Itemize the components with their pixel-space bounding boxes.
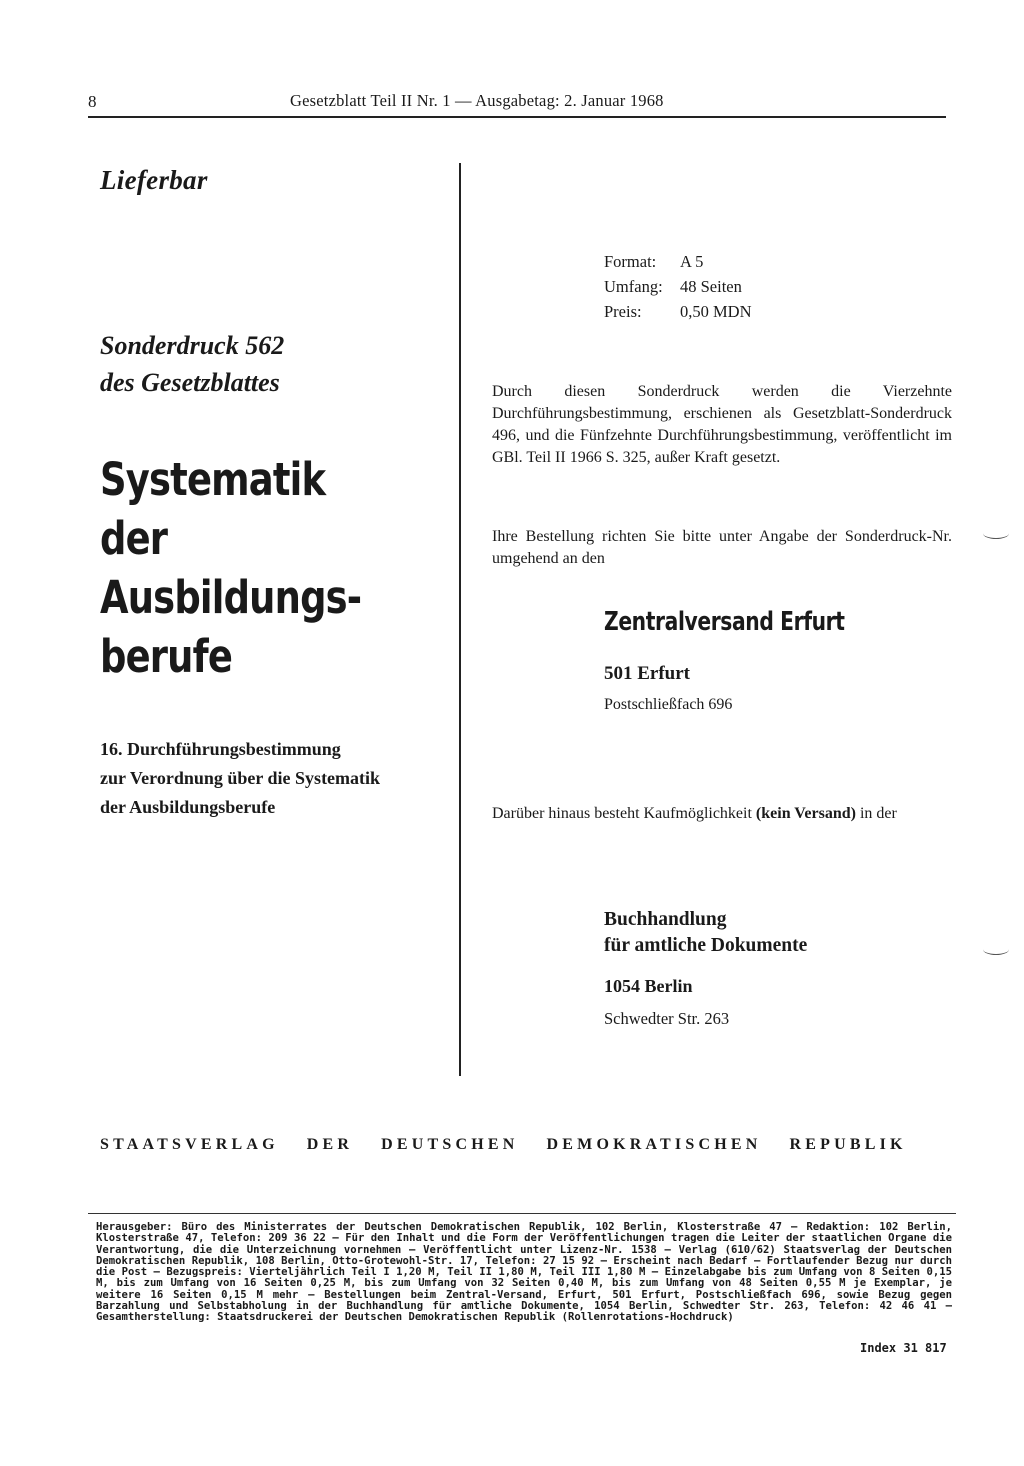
running-head: Gesetzblatt Teil II Nr. 1 — Ausgabetag: 2. Januar 1968 [290,91,664,110]
order-paragraph: Ihre Bestellung richten Sie bitte unter Angabe der Sonderdruck-Nr. umgehend an den [492,528,952,567]
spec-row [604,249,752,274]
special-print-heading [100,327,284,401]
title-line: der [100,512,168,565]
address1-box: Postschließfach 696 [604,696,733,713]
subtitle-line: 16. Durchführungsbestimmung [100,739,341,759]
subtitle-line: der Ausbildungsberufe [100,797,276,817]
page-number: 8 [88,92,97,111]
purchase-note: (kein Versand) [755,805,856,822]
publisher-word: STAATSVERLAG [100,1136,279,1153]
available-heading: Lieferbar [100,165,208,195]
spec-label: Format: [604,252,657,271]
spec-table [604,249,752,324]
spec-value: 0,50 MDN [680,302,752,321]
title-line: Ausbildungs- [100,571,362,624]
title-line: berufe [100,630,233,683]
publisher-word: DEUTSCHEN [381,1136,519,1153]
purchase-paragraph [492,803,952,825]
column-divider [459,163,461,1076]
margin-mark [983,528,1009,539]
spec-label: Preis: [604,302,642,321]
imprint-text: Herausgeber: Büro des Ministerrates der Deutschen Demokratischen Republik, 102 Berlin, Klosterstraße 47 — Redaktion: 102 Berlin, Klosterstraße 47, Telefon: 209 36 22 — Für den Inhalt und die Form der Veröffentlichungen tragen die Leiter der staatlichen Organe die Verantwortung, die die Unterzeichnung vornehmen — Veröffentlicht unter Lizenz-Nr. 1538 — Verlag (610/62) Staatsverlag der Deutschen Demokratischen Republik, 108 Berlin, Otto-Grotewohl-Str. 17, Telefon: 27 15 92 — Erscheint nach Bedarf — Fortlaufender Bezug nur durch die Post — Bezugspreis: Vierteljährlich Teil I 1,20 M, Teil II 1,80 M, Teil III 1,80 M — Einzelabgabe bis zum Umfang von 8 Seiten 0,15 M, bis zum Umfang von 16 Seiten 0,25 M, bis zum Umfang von 32 Seiten 0,40 M, bis zum Umfang von 48 Seiten 0,55 M je Exemplar, je weitere 16 Seiten 0,15 M mehr — Bestellungen beim Zentral-Versand, Erfurt, 501 Erfurt, Postschließfach 696, sowie Bezug gegen Barzahlung und Selbstabholung in der Buchhandlung für amtliche Dokumente, 1054 Berlin, Schwedter Str. 263, Telefon: 42 46 41 — Gesamtherstellung: Staatsdruckerei der Deutschen Demokratischen Republik (Rollenrotations-Hochdruck) [96,1221,952,1324]
publication-title [100,450,361,686]
address2-street: Schwedter Str. 263 [604,1009,730,1028]
address2-city: 1054 Berlin [604,976,693,996]
address2-name-line: Buchhandlung [604,909,727,930]
address1-city: 501 Erfurt [604,663,691,684]
margin-mark [983,944,1009,955]
purchase-text-end: in der [855,805,897,822]
index-number: Index 31 817 [860,1341,947,1355]
special-print-line: des Gesetzblattes [100,368,280,397]
publisher-word: DEMOKRATISCHEN [546,1136,762,1153]
special-print-line: Sonderdruck 562 [100,331,285,360]
header-rule [88,116,946,118]
spec-row [604,299,752,324]
publisher-line [100,1136,940,1154]
publisher-word: REPUBLIK [789,1136,907,1153]
spec-value: 48 Seiten [680,277,742,296]
repeal-paragraph: Durch diesen Sonderdruck werden die Vierzehnte Durchführungsbestimmung, erschienen als Gesetzblatt-Sonderdruck 496, und die Fünfzehnte Durchführungsbestimmung, veröffentlicht im GBl. Teil II 1966 S. 325, außer Kraft gesetzt. [492,383,952,466]
address1-name: Zentralversand Erfurt [604,607,845,637]
address2-name-line: für amtliche Dokumente [604,935,808,956]
publisher-word: DER [306,1136,354,1153]
address2-name [604,907,807,959]
purchase-text: Darüber hinaus besteht Kaufmöglichkeit [492,805,756,822]
subtitle-line: zur Verordnung über die Systematik [100,768,381,788]
spec-row [604,274,752,299]
title-line: Systematik [100,453,326,506]
imprint-rule [88,1213,956,1214]
spec-label: Umfang: [604,277,663,296]
spec-value: A 5 [680,252,704,271]
publication-subtitle [100,735,380,822]
